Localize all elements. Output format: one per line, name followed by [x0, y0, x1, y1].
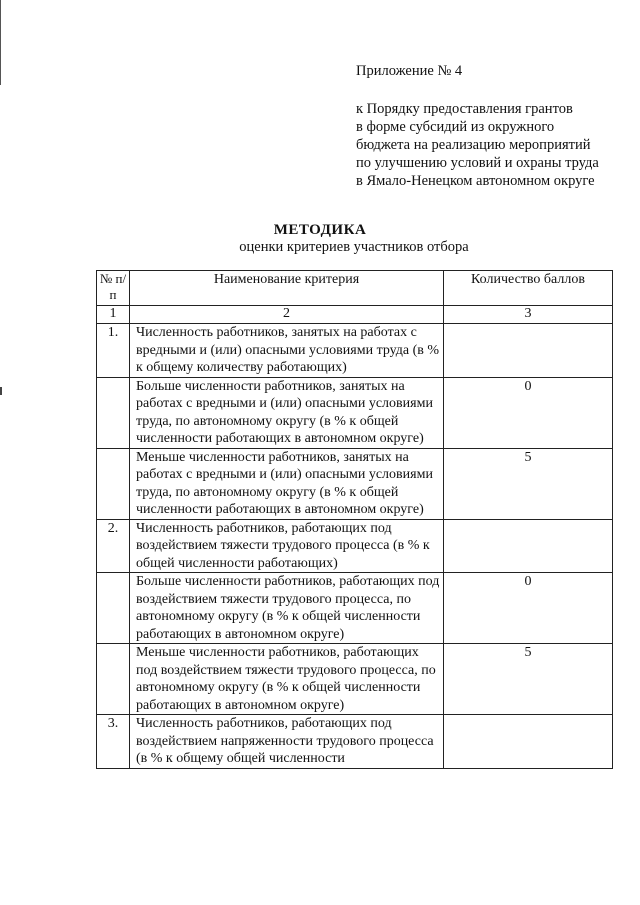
row-criterion	[130, 377, 444, 448]
index-cell: 3	[444, 306, 613, 324]
row-score: 0	[444, 573, 613, 644]
table-row	[97, 324, 613, 378]
row-score: 5	[444, 448, 613, 519]
row-number: 3.	[97, 715, 130, 769]
scan-dot-mark	[0, 387, 2, 395]
criteria-table	[96, 270, 613, 769]
row-number	[97, 377, 130, 448]
index-cell: 2	[130, 306, 444, 324]
row-score	[444, 715, 613, 769]
row-criterion	[130, 519, 444, 573]
row-score: 5	[444, 644, 613, 715]
row-number	[97, 573, 130, 644]
row-criterion	[130, 715, 444, 769]
document-title: МЕТОДИКА	[273, 222, 367, 238]
appendix-description	[356, 100, 599, 190]
appendix-line: бюджета на реализацию мероприятий	[356, 137, 591, 153]
row-number: 1.	[97, 324, 130, 378]
criterion-text: Численность работников, работающих под воздействием напряженности трудового процесса (в % к общему общей численности	[136, 716, 434, 766]
row-criterion	[130, 324, 444, 378]
table-row	[97, 377, 613, 448]
row-number: 2.	[97, 519, 130, 573]
header-num: № п/п	[97, 271, 130, 306]
row-criterion	[130, 573, 444, 644]
appendix-line: в форме субсидий из окружного	[356, 119, 555, 135]
row-criterion	[130, 448, 444, 519]
row-score: 0	[444, 377, 613, 448]
table-header-row	[97, 271, 613, 306]
table-row	[97, 573, 613, 644]
row-number	[97, 448, 130, 519]
appendix-line: по улучшению условий и охраны труда	[356, 155, 599, 171]
scan-edge-mark	[0, 0, 1, 85]
criterion-text: Больше численности работников, занятых на работах с вредными и (или) опасными условиями труда, по автономному округу (в % к общей численности работающих в автономном округе)	[136, 378, 433, 446]
header-score: Количество баллов	[444, 271, 613, 306]
criterion-text: Численность работников, занятых на работах с вредными и (или) опасными условиями труда (в % к общему количеству работающих)	[136, 325, 440, 375]
criterion-text: Больше численности работников, работающих под воздействием тяжести трудового процесса, по автономному округу (в % к общей численности работающих в автономном округе)	[136, 574, 440, 642]
header-name: Наименование критерия	[130, 271, 444, 306]
row-number	[97, 644, 130, 715]
table-row	[97, 715, 613, 769]
row-criterion	[130, 644, 444, 715]
index-cell: 1	[97, 306, 130, 324]
appendix-block	[356, 62, 599, 190]
criterion-text: Численность работников, работающих под воздействием тяжести трудового процесса (в % к общей численности работающих)	[136, 520, 430, 571]
appendix-line: в Ямало-Ненецком автономном округе	[356, 173, 595, 189]
row-score	[444, 324, 613, 378]
table-row	[97, 448, 613, 519]
row-score	[444, 519, 613, 573]
column-index-row	[97, 306, 613, 324]
criterion-text: Меньше численности работников, занятых на работах с вредными и (или) опасными условиями труда, по автономному округу (в % к общей численности работающих в автономном округе)	[136, 449, 433, 517]
document-subtitle: оценки критериев участников отбора	[239, 239, 469, 255]
appendix-line: к Порядку предоставления грантов	[356, 101, 573, 117]
appendix-number: Приложение № 4	[356, 63, 463, 79]
criterion-text: Меньше численности работников, работающих под воздействием тяжести трудового процесса, по автономному округу (в % к общей численности работающих в автономном округе)	[136, 645, 436, 713]
table-row	[97, 644, 613, 715]
table-row	[97, 519, 613, 573]
